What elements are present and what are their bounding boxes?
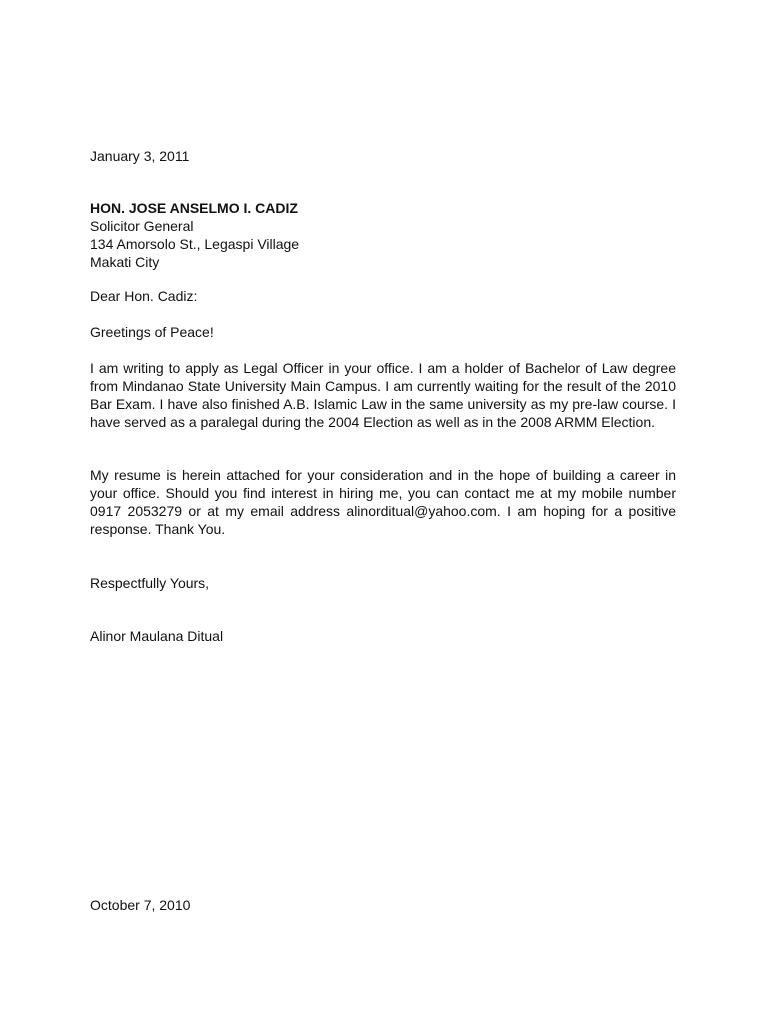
salutation: Dear Hon. Cadiz: xyxy=(90,288,198,304)
recipient-title: Solicitor General xyxy=(90,218,194,234)
closing: Respectfully Yours, xyxy=(90,575,210,591)
recipient-address-line1: 134 Amorsolo St., Legaspi Village xyxy=(90,236,300,252)
recipient-address-line2: Makati City xyxy=(90,254,160,270)
recipient-block xyxy=(90,199,676,271)
body-paragraph-2: My resume is herein attached for your consideration and in the hope of building a career in your office. Should you find interest in hiring me, you can contact me at my mobile number 0917 2053279 or at my email address alinorditual@yahoo.com. I am hoping for a positive response. Thank You. xyxy=(90,467,676,537)
greeting: Greetings of Peace! xyxy=(90,324,214,340)
recipient-name: HON. JOSE ANSELMO I. CADIZ xyxy=(90,200,298,216)
signature-name: Alinor Maulana Ditual xyxy=(90,628,224,644)
body-paragraph-1: I am writing to apply as Legal Officer in your office. I am a holder of Bachelor of Law degree from Mindanao State University Main Campus. I am currently waiting for the result of the 2010 Bar Exam. I have also finished A.B. Islamic Law in the same university as my pre-law course. I have served as a paralegal during the 2004 Election as well as in the 2008 ARMM Election. xyxy=(90,360,676,430)
letter-date: January 3, 2011 xyxy=(90,148,190,164)
second-letter-date: October 7, 2010 xyxy=(90,897,191,913)
